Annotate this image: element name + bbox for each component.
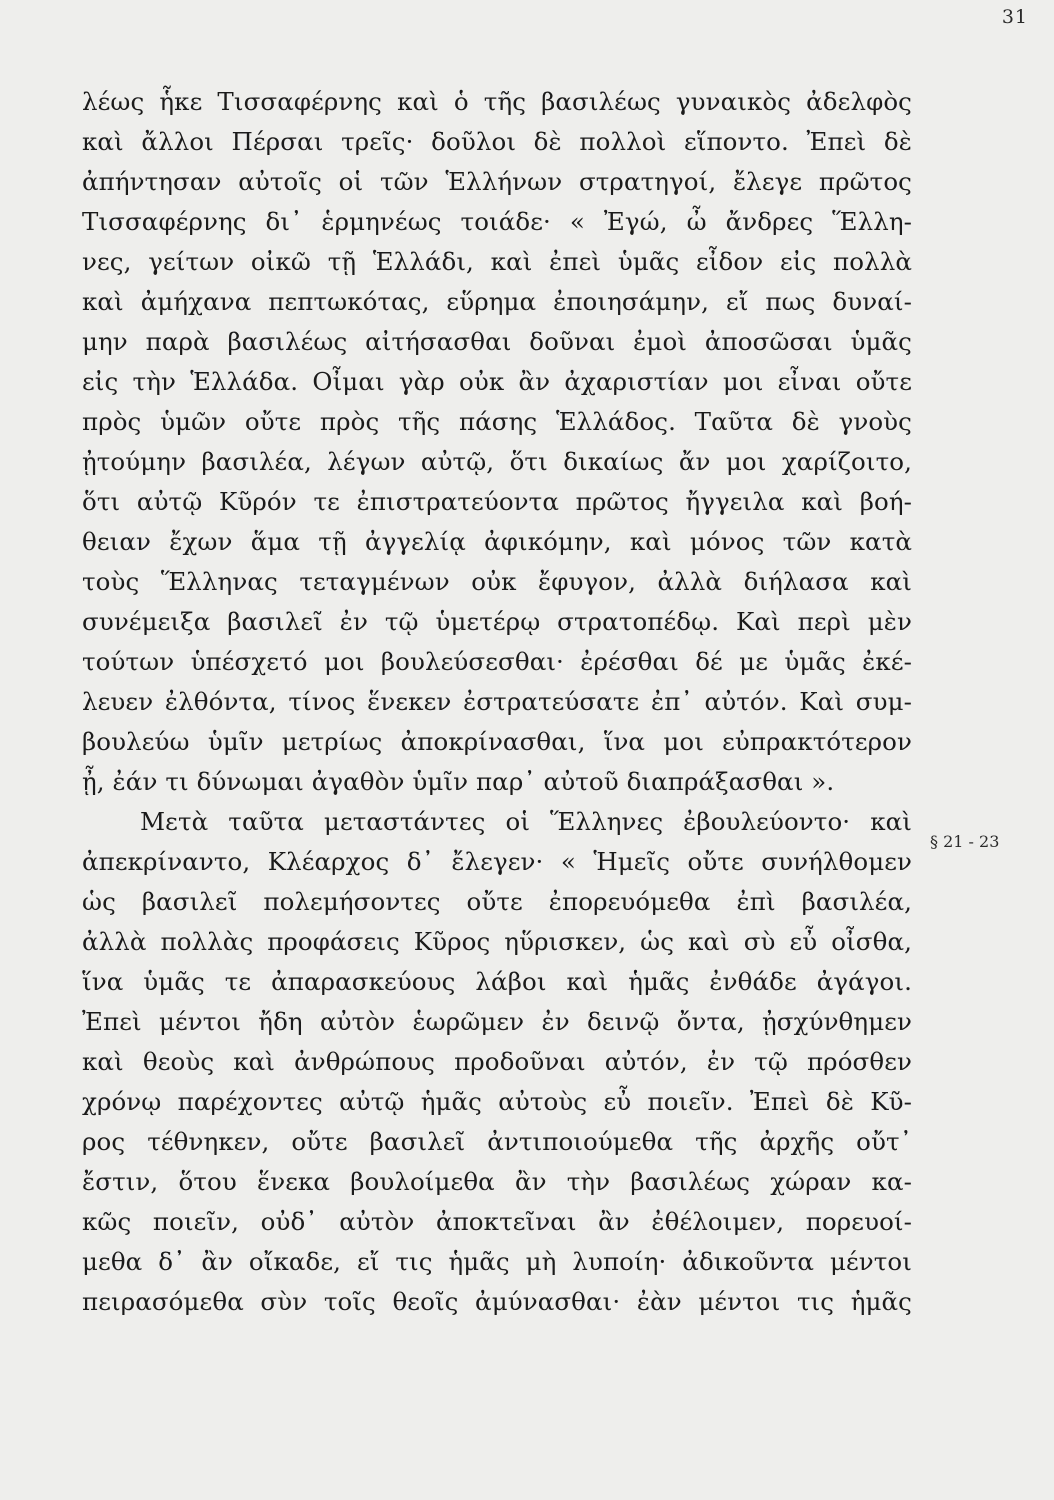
text-line: Τισσαφέρνης δι᾽ ἑρμηνέως τοιάδε· « Ἐγώ, ὦ ἄνδρες Ἕλλη- xyxy=(82,207,912,236)
text-line: Ἐπεὶ μέντοι ἤδη αὐτὸν ἑωρῶμεν ἐν δεινῷ ὄντα, ᾐσχύνθημεν xyxy=(82,1007,912,1036)
text-line: ἀπήντησαν αὐτοῖς οἱ τῶν Ἑλλήνων στρατηγοί, ἔλεγε πρῶτος xyxy=(82,167,912,196)
text-line: μεθα δ᾽ ἂν οἴκαδε, εἴ τις ἡμᾶς μὴ λυποίη· ἀδικοῦντα μέντοι xyxy=(82,1247,912,1276)
text-line: ρος τέθνηκεν, οὔτε βασιλεῖ ἀντιποιούμεθα τῆς ἀρχῆς οὔτ᾽ xyxy=(82,1127,912,1156)
text-line: πειρασόμεθα σὺν τοῖς θεοῖς ἀμύνασθαι· ἐὰν μέντοι τις ἡμᾶς xyxy=(82,1287,912,1316)
text-line: θειαν ἔχων ἅμα τῇ ἀγγελίᾳ ἀφικόμην, καὶ μόνος τῶν κατὰ xyxy=(82,527,912,556)
text-line: κῶς ποιεῖν, οὐδ᾽ αὐτὸν ἀποκτεῖναι ἂν ἐθέλοιμεν, πορευοί- xyxy=(82,1207,912,1236)
text-line: ὡς βασιλεῖ πολεμήσοντες οὔτε ἐπορευόμεθα ἐπὶ βασιλέα, xyxy=(82,887,912,916)
text-line: εἰς τὴν Ἑλλάδα. Οἶμαι γὰρ οὐκ ἂν ἀχαριστίαν μοι εἶναι οὔτε xyxy=(82,367,912,396)
text-line: καὶ ἀμήχανα πεπτωκότας, εὕρημα ἐποιησάμην, εἴ πως δυναί- xyxy=(82,287,912,316)
margin-section-note: § 21 - 23 xyxy=(930,832,1000,851)
text-line: ὅτι αὐτῷ Κῦρόν τε ἐπιστρατεύοντα πρῶτος ἤγγειλα καὶ βοή- xyxy=(82,487,912,516)
text-line: συνέμειξα βασιλεῖ ἐν τῷ ὑμετέρῳ στρατοπέδῳ. Καὶ περὶ μὲν xyxy=(82,607,912,636)
text-line: τούτων ὑπέσχετό μοι βουλεύσεσθαι· ἐρέσθαι δέ με ὑμᾶς ἐκέ- xyxy=(82,647,912,676)
text-line: καὶ ἄλλοι Πέρσαι τρεῖς· δοῦλοι δὲ πολλοὶ εἵποντο. Ἐπεὶ δὲ xyxy=(82,127,912,156)
text-line: καὶ θεοὺς καὶ ἀνθρώπους προδοῦναι αὐτόν, ἐν τῷ πρόσθεν xyxy=(82,1047,912,1076)
text-line: τοὺς Ἕλληνας τεταγμένων οὐκ ἔφυγον, ἀλλὰ διήλασα καὶ xyxy=(82,567,912,596)
text-line: λέως ἧκε Τισσαφέρνης καὶ ὁ τῆς βασιλέως γυναικὸς ἀδελφὸς xyxy=(82,87,912,116)
text-line: ἀπεκρίναντο, Κλέαρχος δ᾽ ἔλεγεν· « Ἡμεῖς οὔτε συνήλθομεν xyxy=(82,847,912,876)
body-text xyxy=(82,82,912,1322)
text-line: ᾐτούμην βασιλέα, λέγων αὐτῷ, ὅτι δικαίως ἄν μοι χαρίζοιτο, xyxy=(82,447,912,476)
text-line: χρόνῳ παρέχοντες αὐτῷ ἡμᾶς αὐτοὺς εὖ ποιεῖν. Ἐπεὶ δὲ Κῦ- xyxy=(82,1087,912,1116)
text-line: βουλεύω ὑμῖν μετρίως ἀποκρίνασθαι, ἵνα μοι εὐπρακτότερον xyxy=(82,727,912,756)
text-line: ἔστιν, ὅτου ἕνεκα βουλοίμεθα ἂν τὴν βασιλέως χώραν κα- xyxy=(82,1167,912,1196)
text-line: ᾖ, ἐάν τι δύνωμαι ἀγαθὸν ὑμῖν παρ᾽ αὐτοῦ διαπράξασθαι ». xyxy=(82,767,835,796)
page-number: 31 xyxy=(1001,6,1028,28)
text-line: μην παρὰ βασιλέως αἰτήσασθαι δοῦναι ἐμοὶ ἀποσῶσαι ὑμᾶς xyxy=(82,327,912,356)
text-line: ἀλλὰ πολλὰς προφάσεις Κῦρος ηὕρισκεν, ὡς καὶ σὺ εὖ οἶσθα, xyxy=(82,927,912,956)
text-line: λευεν ἐλθόντα, τίνος ἕνεκεν ἐστρατεύσατε ἐπ᾽ αὐτόν. Καὶ συμ- xyxy=(82,687,912,716)
text-line: πρὸς ὑμῶν οὔτε πρὸς τῆς πάσης Ἑλλάδος. Ταῦτα δὲ γνοὺς xyxy=(82,407,912,436)
text-line: Μετὰ ταῦτα μεταστάντες οἱ Ἕλληνες ἐβουλεύοντο· καὶ xyxy=(140,807,912,836)
text-line: ἵνα ὑμᾶς τε ἀπαρασκεύους λάβοι καὶ ἡμᾶς ἐνθάδε ἀγάγοι. xyxy=(82,967,912,996)
text-line: νες, γείτων οἰκῶ τῇ Ἑλλάδι, καὶ ἐπεὶ ὑμᾶς εἶδον εἰς πολλὰ xyxy=(82,247,912,276)
